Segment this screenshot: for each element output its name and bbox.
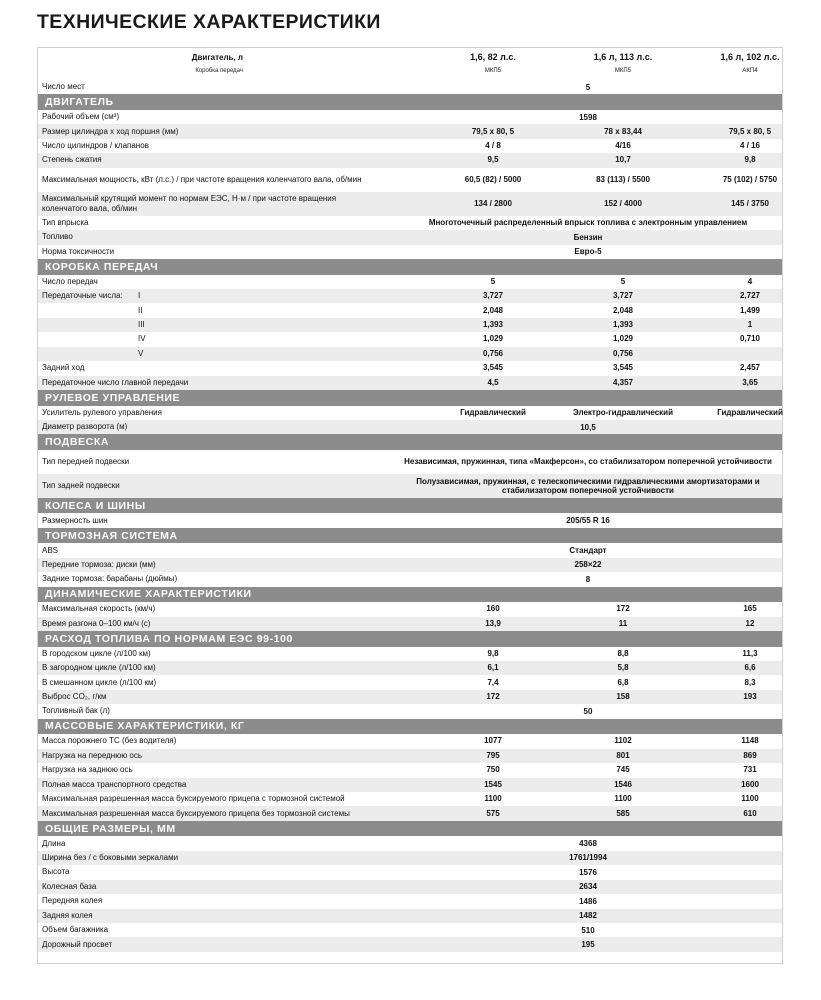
table-row <box>38 245 782 259</box>
cell-value-3: 165 <box>743 604 757 614</box>
section-header <box>38 498 782 514</box>
row-label: Максимальная мощность, кВт (л.с.) / при частоте вращения коленчатого вала, об/мин <box>42 174 362 184</box>
cell-value-1: 172 <box>486 692 500 702</box>
cell-value-2: 11 <box>618 618 628 628</box>
row-label: Выброс CO₂, г/км <box>42 692 107 702</box>
table-row <box>38 792 782 806</box>
cell-value-2: 172 <box>616 604 630 614</box>
table-row <box>38 543 782 557</box>
cell-value-3: 1100 <box>741 794 759 804</box>
table-row <box>38 836 782 850</box>
section-title: МАССОВЫЕ ХАРАКТЕРИСТИКИ, КГ <box>45 720 245 733</box>
section-header <box>38 259 782 275</box>
row-label <box>42 332 372 346</box>
cell-value-3: 0,710 <box>739 334 761 344</box>
cell-value-1: 575 <box>486 808 500 818</box>
section-header <box>38 719 782 735</box>
section-title: РУЛЕВОЕ УПРАВЛЕНИЕ <box>45 391 181 404</box>
row-label: В загородном цикле (л/100 км) <box>42 663 156 673</box>
table-row <box>38 124 782 138</box>
cell-value-3: 193 <box>743 692 757 702</box>
row-label: В городском цикле (л/100 км) <box>42 648 151 658</box>
cell-value-1: 79,5 х 80, 5 <box>471 126 515 136</box>
row-label: Максимальная скорость (км/ч) <box>42 604 156 614</box>
cell-value-2: 0,756 <box>612 348 634 358</box>
row-label: Длина <box>42 838 66 848</box>
table-row <box>38 289 782 303</box>
row-label: Топливо <box>42 232 73 242</box>
table-row <box>38 647 782 661</box>
row-label: Нагрузка на заднюю ось <box>42 765 133 775</box>
cell-value-span: 1576 <box>579 867 597 877</box>
table-row <box>38 376 782 390</box>
table-row <box>38 110 782 124</box>
cell-value-3: 4 <box>747 276 753 286</box>
cell-value-2: 1546 <box>614 779 632 789</box>
row-label: Ширина без / с боковыми зеркалами <box>42 852 179 862</box>
table-row <box>38 937 782 951</box>
page-title: ТЕХНИЧЕСКИЕ ХАРАКТЕРИСТИКИ <box>37 11 381 33</box>
row-label: Высота <box>42 867 70 877</box>
table-row <box>38 923 782 937</box>
section-header <box>38 434 782 450</box>
section-title: ДВИГАТЕЛЬ <box>45 96 114 109</box>
table-row <box>38 806 782 820</box>
section-header <box>38 821 782 837</box>
section-title: ОБЩИЕ РАЗМЕРЫ, ММ <box>45 822 176 835</box>
section-header <box>38 94 782 110</box>
cell-value-1: 1,393 <box>482 320 504 330</box>
row-label: Колесная база <box>42 881 97 891</box>
cell-value-1: 2,048 <box>482 305 504 315</box>
cell-value-1: 1100 <box>484 794 502 804</box>
table-row <box>38 675 782 689</box>
row-label: Тип задней подвески <box>42 480 120 490</box>
row-label: Усилитель рулевого управления <box>42 407 162 417</box>
section-title: КОЛЕСА И ШИНЫ <box>45 499 146 512</box>
cell-value-3: Гидравлический <box>717 407 783 417</box>
cell-value-3: 1,499 <box>739 305 761 315</box>
cell-value-1: 1,029 <box>482 334 504 344</box>
cell-value-2: 1100 <box>614 794 632 804</box>
cell-value-1: 1545 <box>484 779 502 789</box>
row-label: Степень сжатия <box>42 155 102 165</box>
table-row <box>38 474 782 498</box>
cell-value-span: Полузависимая, пружинная, с телескопическими гидравлическими амортизаторами и стабилизатором поперечной устойчивости <box>416 476 760 495</box>
section-title: РАСХОД ТОПЛИВА ПО НОРМАМ ЕЭС 99-100 <box>45 632 293 645</box>
column-engine-2: 1,6 л, 113 л.с. <box>593 52 653 62</box>
cell-value-3: 1600 <box>741 779 759 789</box>
cell-value-span: 258×22 <box>574 560 602 570</box>
cell-value-2: 585 <box>616 808 630 818</box>
cell-value-3: 6,6 <box>744 663 756 673</box>
gear-number: II <box>138 305 143 315</box>
row-label: Передняя колея <box>42 896 103 906</box>
cell-value-1: 4 / 8 <box>485 141 501 151</box>
cell-value-span: 10,5 <box>580 422 596 432</box>
cell-value-span: Бензин <box>573 232 603 242</box>
cell-value-1: 13,9 <box>485 618 501 628</box>
table-row <box>38 139 782 153</box>
cell-value-3: 12 <box>745 618 755 628</box>
cell-value-2: 8,8 <box>617 648 629 658</box>
cell-value-3: 3,65 <box>742 377 758 387</box>
row-label <box>42 303 372 317</box>
cell-value-1: 134 / 2800 <box>474 198 512 208</box>
table-row <box>38 704 782 718</box>
cell-value-3: 11,3 <box>742 648 758 658</box>
cell-value-1: 750 <box>486 765 500 775</box>
cell-value-span: 1486 <box>579 896 597 906</box>
table-row <box>38 406 782 420</box>
table-row <box>38 558 782 572</box>
section-title: ТОРМОЗНАЯ СИСТЕМА <box>45 529 178 542</box>
row-label: Тип передней подвески <box>42 456 130 466</box>
cell-value-2: 2,048 <box>612 305 634 315</box>
table-row <box>38 168 782 192</box>
cell-value-span: 50 <box>583 706 593 716</box>
row-label: Тип впрыска <box>42 217 89 227</box>
table-row <box>38 332 782 346</box>
cell-value-2: 3,545 <box>612 363 634 373</box>
cell-value-2: 10,7 <box>615 155 631 165</box>
cell-value-span: 5 <box>585 82 591 92</box>
cell-value-3: 1 <box>747 320 753 330</box>
row-label: Диаметр разворота (м) <box>42 422 128 432</box>
cell-value-1: 6,1 <box>487 663 499 673</box>
cell-value-span: 8 <box>585 574 591 584</box>
gear-number: III <box>138 320 145 330</box>
table-row <box>38 420 782 434</box>
cell-value-2: 152 / 4000 <box>604 198 642 208</box>
row-label: Задние тормоза: барабаны (дюймы) <box>42 574 178 584</box>
column-gearbox-1: МКП5 <box>484 68 502 74</box>
row-label: Время разгона 0–100 км/ч (с) <box>42 618 151 628</box>
row-label: Передаточное число главной передачи <box>42 377 189 387</box>
section-header <box>38 631 782 647</box>
cell-value-2: 83 (113) / 5500 <box>596 174 650 184</box>
cell-value-2: 158 <box>616 692 630 702</box>
row-label: Объем багажника <box>42 925 109 935</box>
cell-value-span: 4368 <box>579 839 597 849</box>
cell-value-3: 79,5 х 80, 5 <box>728 126 772 136</box>
cell-value-2: 1,393 <box>612 320 634 330</box>
row-label: Дорожный просвет <box>42 939 113 949</box>
table-row <box>38 572 782 586</box>
cell-value-1: 1077 <box>484 736 502 746</box>
table-row <box>38 318 782 332</box>
cell-value-3: 1148 <box>741 736 759 746</box>
column-gearbox-3: АКП4 <box>742 68 758 74</box>
cell-value-span: Стандарт <box>569 546 607 556</box>
spec-table <box>37 47 783 964</box>
column-engine-3: 1,6 л, 102 л.с. <box>720 52 780 62</box>
cell-value-3: 869 <box>743 750 757 760</box>
row-label: Полная масса транспортного средства <box>42 779 187 789</box>
cell-value-2: 78 х 83,44 <box>604 126 642 136</box>
column-engine-1: 1,6, 82 л.с. <box>470 52 516 62</box>
cell-value-1: 9,8 <box>487 648 499 658</box>
row-label: Передаточные числа: <box>42 291 123 301</box>
cell-value-span: 510 <box>581 925 595 935</box>
cell-value-span: Многоточечный распределенный впрыск топлива с электронным управлением <box>428 218 748 228</box>
cell-value-1: 9,5 <box>487 155 499 165</box>
cell-value-2: 4,357 <box>612 377 634 387</box>
table-row <box>38 661 782 675</box>
cell-value-span: 2634 <box>579 882 597 892</box>
cell-value-3: 8,3 <box>744 677 756 687</box>
table-row <box>38 894 782 908</box>
engine-header-label: Двигатель, л <box>191 53 243 62</box>
cell-value-1: 7,4 <box>487 677 499 687</box>
table-row <box>38 192 782 216</box>
cell-value-3: 2,727 <box>739 291 761 301</box>
table-row <box>38 865 782 879</box>
cell-value-span: 205/55 R 16 <box>566 516 610 526</box>
table-row <box>38 450 782 474</box>
cell-value-span: 1761/1994 <box>569 853 607 863</box>
table-row <box>38 851 782 865</box>
table-header <box>38 48 782 80</box>
table-row <box>38 778 782 792</box>
cell-value-span: Евро-5 <box>574 247 602 257</box>
table-row <box>38 361 782 375</box>
cell-value-1: 0,756 <box>482 348 504 358</box>
table-row <box>38 763 782 777</box>
table-row <box>38 80 782 94</box>
cell-value-1: 160 <box>486 604 500 614</box>
cell-value-2: 5,8 <box>617 663 629 673</box>
table-row <box>38 880 782 894</box>
table-row <box>38 153 782 167</box>
cell-value-span: 1598 <box>579 112 597 122</box>
cell-value-2: 801 <box>616 750 630 760</box>
cell-value-1: 4,5 <box>487 377 499 387</box>
cell-value-1: 60,5 (82) / 5000 <box>464 174 522 184</box>
row-label: ABS <box>42 545 59 555</box>
cell-value-1: Гидравлический <box>460 407 526 417</box>
row-label <box>42 347 372 361</box>
table-row <box>38 734 782 748</box>
gearbox-header-label: Коробка передач <box>195 68 243 74</box>
row-label <box>42 318 372 332</box>
gear-number: IV <box>138 334 146 344</box>
section-header <box>38 587 782 603</box>
section-header <box>38 390 782 406</box>
cell-value-3: 75 (102) / 5750 <box>722 174 778 184</box>
cell-value-3: 2,457 <box>739 363 761 373</box>
cell-value-3: 4 / 16 <box>739 141 760 151</box>
section-title: ДИНАМИЧЕСКИЕ ХАРАКТЕРИСТИКИ <box>45 588 252 601</box>
row-label: Максимальная разрешенная масса буксируемого прицепа с тормозной системой <box>42 794 345 804</box>
cell-value-2: 5 <box>620 276 626 286</box>
table-row <box>38 230 782 244</box>
table-row <box>38 690 782 704</box>
cell-value-span: 1482 <box>579 911 597 921</box>
cell-value-1: 795 <box>486 750 500 760</box>
row-label: Топливный бак (л) <box>42 706 110 716</box>
row-label: Число цилиндров / клапанов <box>42 141 149 151</box>
gear-number: I <box>138 291 141 301</box>
row-label: Норма токсичности <box>42 246 115 256</box>
cell-value-2: 1,029 <box>612 334 634 344</box>
section-header <box>38 528 782 544</box>
cell-value-3: 145 / 3750 <box>731 198 769 208</box>
row-label: Максимальный крутящий момент по нормам ЕЭС, Н·м / при частоте вращения коленчатого вала, об/мин <box>42 193 337 213</box>
cell-value-span: 195 <box>581 940 595 950</box>
cell-value-1: 3,545 <box>482 363 504 373</box>
table-row <box>38 513 782 527</box>
cell-value-span: Независимая, пружинная, типа «Макферсон», со стабилизатором поперечной устойчивости <box>404 457 772 467</box>
cell-value-2: 6,8 <box>617 677 629 687</box>
gear-number: V <box>138 348 144 358</box>
cell-value-1: 3,727 <box>482 291 504 301</box>
table-row <box>38 347 782 361</box>
row-label: В смешанном цикле (л/100 км) <box>42 677 157 687</box>
table-body <box>38 80 782 952</box>
cell-value-2: 3,727 <box>612 291 634 301</box>
cell-value-3 <box>680 347 820 361</box>
cell-value-3: 9,8 <box>744 155 756 165</box>
row-label: Размерность шин <box>42 515 108 525</box>
cell-value-3: 731 <box>743 765 757 775</box>
row-label: Задний ход <box>42 363 85 373</box>
table-row <box>38 909 782 923</box>
row-label: Число мест <box>42 82 85 92</box>
cell-value-1: 5 <box>490 276 496 286</box>
row-label: Число передач <box>42 276 98 286</box>
row-label: Рабочий объем (см³) <box>42 112 120 122</box>
table-row <box>38 216 782 230</box>
row-label: Передние тормоза: диски (мм) <box>42 559 156 569</box>
row-label: Нагрузка на переднюю ось <box>42 750 143 760</box>
cell-value-2: Электро-гидравлический <box>572 407 674 417</box>
cell-value-2: 745 <box>616 765 630 775</box>
section-title: ПОДВЕСКА <box>45 436 110 449</box>
row-label: Максимальная разрешенная масса буксируемого прицепа без тормозной системы <box>42 808 350 818</box>
table-row <box>38 602 782 616</box>
table-row <box>38 303 782 317</box>
table-row <box>38 617 782 631</box>
table-row <box>38 749 782 763</box>
row-label: Размер цилиндра х ход поршня (мм) <box>42 126 179 136</box>
cell-value-2: 4/16 <box>615 141 631 151</box>
row-label: Задняя колея <box>42 910 93 920</box>
cell-value-2: 1102 <box>614 736 632 746</box>
section-title: КОРОБКА ПЕРЕДАЧ <box>45 260 159 273</box>
column-gearbox-2: МКП5 <box>614 68 632 74</box>
cell-value-3: 610 <box>743 808 757 818</box>
row-label: Масса порожнего ТС (без водителя) <box>42 736 177 746</box>
table-row <box>38 275 782 289</box>
